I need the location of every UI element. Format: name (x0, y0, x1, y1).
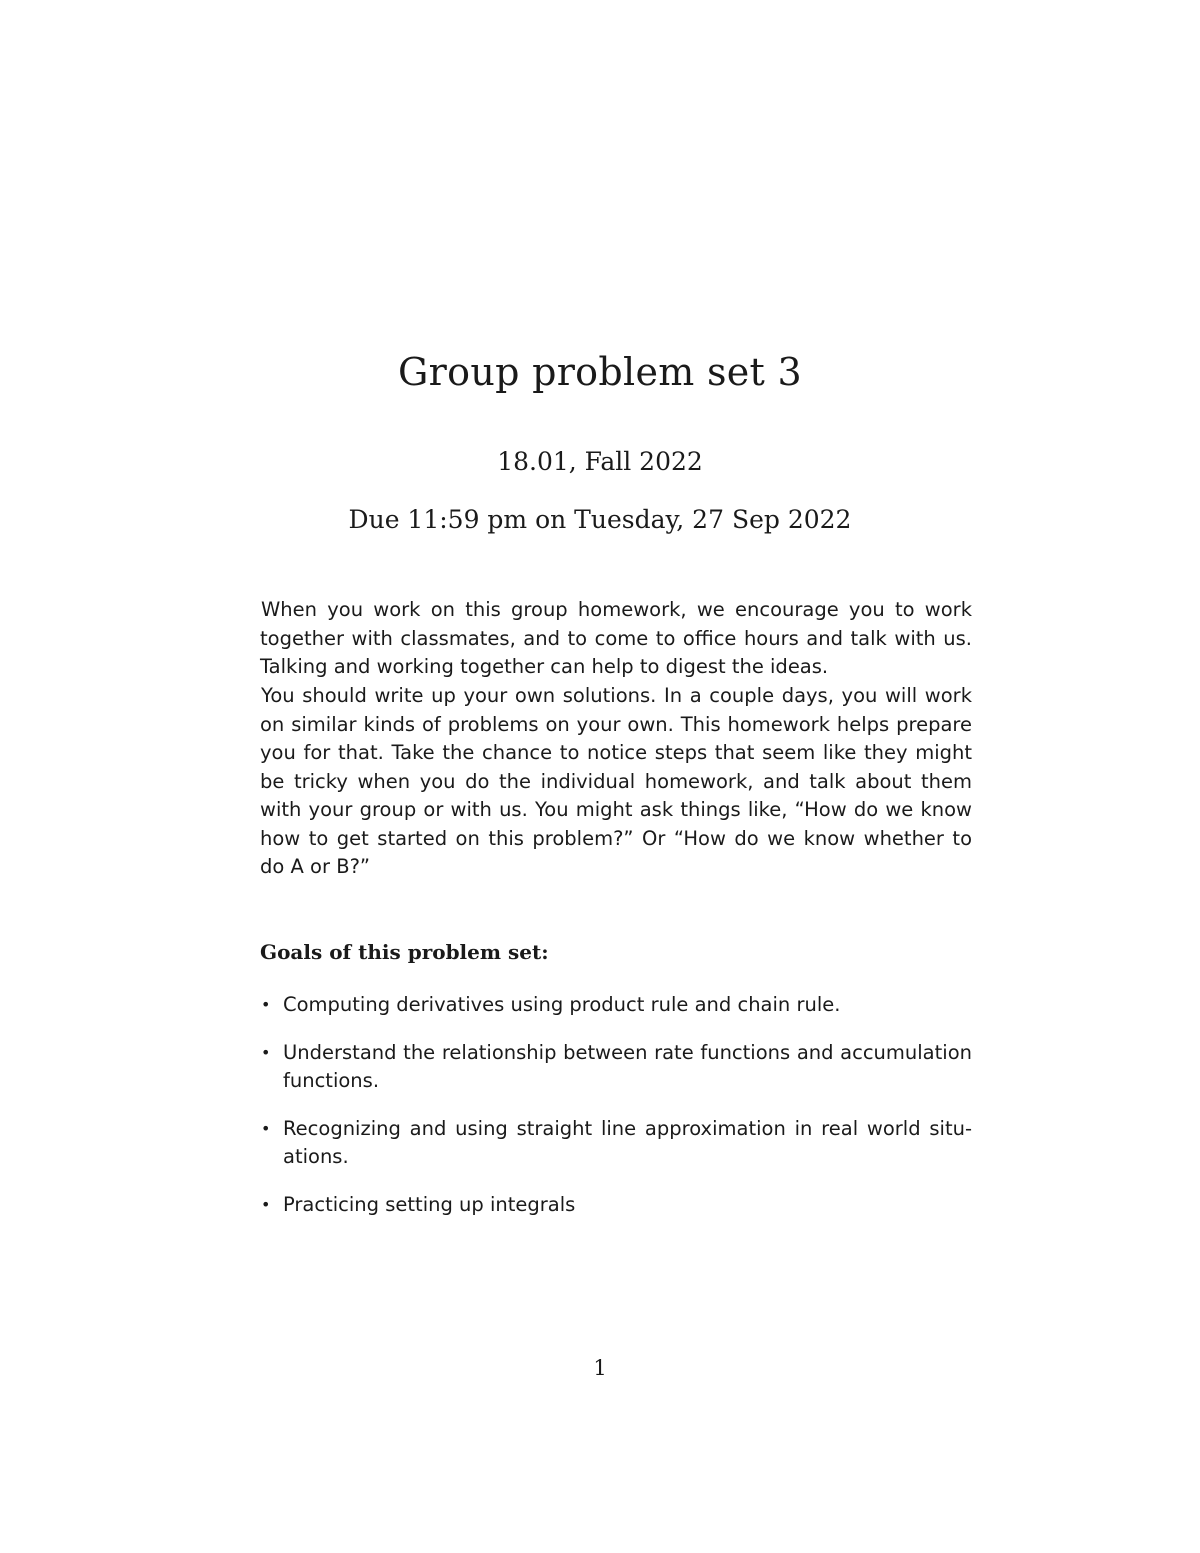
document-title: Group problem set 3 (398, 350, 802, 394)
list-item (260, 991, 972, 1020)
due-date: Due 11:59 pm on Tuesday, 27 Sep 2022 (348, 505, 852, 534)
instructions-paragraph: You should write up your own solutions. In a couple days, you will work on similar kinds of problems on your own. This homework helps prepare you for that. Take the chance to notice steps that seem like they might be tricky when you do the individual homework, and talk about them with your group or with us. You might ask things like, “How do we know how to get started on this problem?” Or “How do we know whether to do A or B?” (260, 684, 972, 878)
intro-paragraph: When you work on this group homework, we encourage you to work together with classmates, and to come to office hours and talk with us. Talking and working together can help to digest the ideas. (260, 598, 972, 678)
list-item (260, 1191, 972, 1220)
bullet-icon: • (261, 1118, 271, 1138)
course-info: 18.01, Fall 2022 (497, 447, 703, 476)
bullet-icon: • (261, 995, 271, 1014)
bullet-icon: • (261, 1194, 271, 1214)
list-item (260, 1115, 972, 1172)
goals-heading: Goals of this problem set: (260, 940, 549, 964)
page-number: 1 (593, 1356, 607, 1380)
goal-text: Practicing setting up integrals (283, 1192, 576, 1216)
list-item (260, 1039, 972, 1096)
bullet-icon: • (261, 1042, 271, 1062)
goals-list (260, 991, 972, 1238)
goal-text: Understand the relationship between rate functions and accumulation functions. (283, 1040, 972, 1092)
goal-text: Recognizing and using straight line approximation in real world situ-ations. (283, 1116, 972, 1168)
goal-text: Computing derivatives using product rule and chain rule. (283, 993, 841, 1016)
